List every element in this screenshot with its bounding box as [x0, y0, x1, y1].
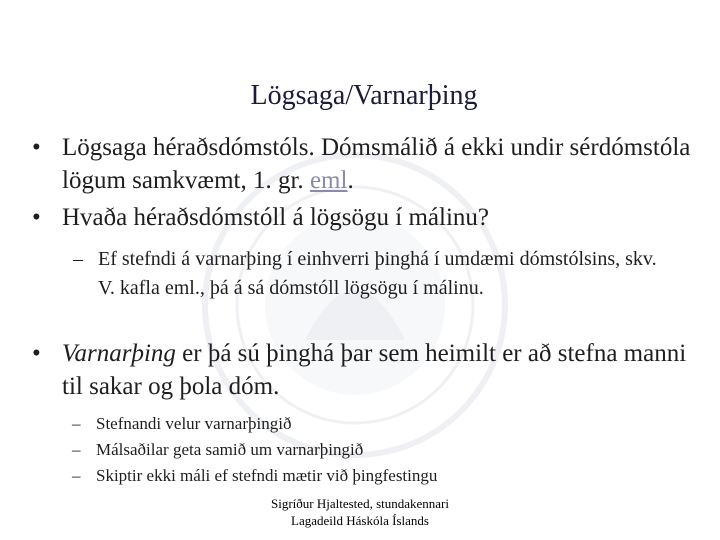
- bullet-italic-term: Varnarþing: [62, 340, 176, 367]
- footer-author: Sigríður Hjaltested, stundakennari: [271, 496, 449, 511]
- sub-bullet-marker: –: [72, 466, 81, 485]
- bullet-text: Lögsaga héraðsdómstóls. Dómsmálið á ekki undir sérdómstóla lögum samkvæmt, 1. gr.: [62, 134, 691, 194]
- sub-bullet-marker: –: [72, 414, 81, 433]
- bullet-marker: •: [32, 204, 41, 231]
- sub-bullet-plaintiff: [72, 411, 656, 437]
- sub-bullet-venue: [73, 245, 678, 303]
- bullet-question: [32, 201, 692, 234]
- bullet-jurisdiction: [32, 131, 692, 197]
- sub-bullet-text: Skiptir ekki máli ef stefndi mætir við þingfestingu: [96, 466, 438, 485]
- slide-title: Lögsaga/Varnarþing: [250, 80, 478, 111]
- sub-bullet-text: Stefnandi velur varnarþingið: [96, 414, 292, 433]
- bullet-text-end: .: [347, 167, 354, 194]
- bullet-marker: •: [32, 134, 41, 161]
- sub-bullet-text: Málsaðilar geta samið um varnarþingið: [96, 440, 364, 459]
- eml-link[interactable]: eml: [309, 167, 348, 194]
- sub-bullet-text: Ef stefndi á varnarþing í einhverri þinghá í umdæmi dómstólsins, skv. V. kafla eml., þá á sá dómstóll lögsögu í málinu.: [98, 248, 657, 299]
- bullet-definition: [32, 337, 702, 403]
- bullet-text: er þá sú þinghá þar sem heimilt er að stefna manni til sakar og þola dóm.: [62, 340, 687, 400]
- sub-bullet-appearance: [72, 463, 656, 489]
- bullet-marker: •: [32, 340, 41, 367]
- bullet-text: Hvaða héraðsdómstóll á lögsögu í málinu?: [62, 204, 490, 231]
- footer-institution: Lagadeild Háskóla Íslands: [291, 513, 429, 528]
- sub-bullet-marker: –: [73, 248, 83, 270]
- sub-bullet-marker: –: [72, 440, 81, 459]
- sub-bullet-parties: [72, 437, 656, 463]
